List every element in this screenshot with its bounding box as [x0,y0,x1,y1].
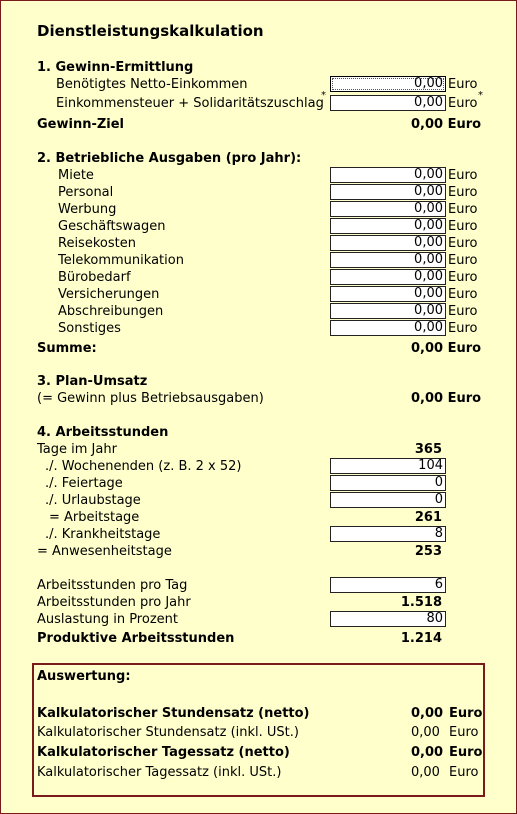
expense-input[interactable]: 0,00 [330,320,446,336]
tage-im-jahr-label: Tage im Jahr [37,442,117,457]
currency-unit: Euro [449,706,483,721]
expense-label: Reisekosten [58,236,136,251]
umsatz-sub-label: (= Gewinn plus Betriebsausgaben) [37,391,264,406]
expense-input[interactable]: 0,00 [330,201,446,217]
stunden-pro-jahr-label: Arbeitsstunden pro Jahr [37,595,191,610]
currency-unit: Euro [449,745,483,760]
currency-unit: Euro [448,287,478,302]
stunden-pro-jahr-value: 1.518 [400,595,442,610]
expense-label: Telekommunikation [58,253,184,268]
expense-label: Sonstiges [58,321,121,336]
currency-unit: Euro [449,725,479,740]
anwesenheitstage-value: 253 [414,544,442,559]
expense-input[interactable]: 0,00 [330,218,446,234]
currency-unit: Euro [448,185,478,200]
expense-input[interactable]: 0,00 [330,252,446,268]
expense-input[interactable]: 0,00 [330,286,446,302]
auswertung-heading: Auswertung: [37,669,131,684]
auswertung-value: 0,00 [411,745,444,760]
gewinn-ziel-value: 0,00 Euro [411,117,482,132]
krankheitstage-input[interactable]: 8 [330,526,446,542]
gewinn-ziel-label: Gewinn-Ziel [37,117,125,132]
expense-input[interactable]: 0,00 [330,184,446,200]
auswertung-value: 0,00 [411,765,440,780]
currency-unit: Euro [448,96,478,111]
expense-label: Bürobedarf [58,270,131,285]
auswertung-label: Kalkulatorischer Stundensatz (netto) [37,706,310,721]
currency-unit: Euro [448,304,478,319]
netto-einkommen-input[interactable]: 0,00 [330,76,446,92]
section-gewinn-heading: 1. Gewinn-Ermittlung [37,60,194,75]
section-arbeitsstunden-heading: 4. Arbeitsstunden [37,425,169,440]
summe-label: Summe: [37,341,97,356]
expense-input[interactable]: 0,00 [330,269,446,285]
krankheitstage-label: ./. Krankheitstage [45,527,161,542]
arbeitstage-label: = Arbeitstage [49,510,140,525]
section-umsatz-heading: 3. Plan-Umsatz [37,374,148,389]
urlaubstage-input[interactable]: 0 [330,492,446,508]
stunden-pro-tag-input[interactable]: 6 [330,577,446,593]
expense-label: Werbung [58,202,117,217]
currency-unit: Euro [448,321,478,336]
feiertage-label: ./. Feiertage [45,476,123,491]
plan-umsatz-value: 0,00 Euro [411,391,482,406]
expense-label: Geschäftswagen [58,219,166,234]
currency-unit: Euro [448,168,478,183]
footnote-star: * [478,90,483,101]
expense-label: Miete [58,168,94,183]
section-ausgaben-heading: 2. Betriebliche Ausgaben (pro Jahr): [37,151,302,166]
einkommensteuer-input[interactable]: 0,00 [330,95,446,111]
wochenenden-label: ./. Wochenenden (z. B. 2 x 52) [45,459,242,474]
currency-unit: Euro [448,236,478,251]
auslastung-input[interactable]: 80 [330,611,446,627]
wochenenden-input[interactable]: 104 [330,458,446,474]
expense-input[interactable]: 0,00 [330,167,446,183]
netto-einkommen-label: Benötigtes Netto-Einkommen [56,77,248,92]
produktive-stunden-value: 1.214 [400,631,442,646]
anwesenheitstage-label: = Anwesenheitstage [37,544,172,559]
einkommensteuer-label: Einkommensteuer + Solidaritätszuschlag [56,96,324,111]
feiertage-input[interactable]: 0 [330,475,446,491]
produktive-stunden-label: Produktive Arbeitsstunden [37,631,235,646]
auswertung-label: Kalkulatorischer Stundensatz (inkl. USt.) [37,725,299,740]
auslastung-label: Auslastung in Prozent [37,612,178,627]
currency-unit: Euro [449,765,479,780]
auswertung-label: Kalkulatorischer Tagessatz (netto) [37,745,290,760]
currency-unit: Euro [448,253,478,268]
auswertung-value: 0,00 [411,725,440,740]
currency-unit: Euro [448,270,478,285]
expense-label: Personal [58,185,114,200]
currency-unit: Euro [448,202,478,217]
arbeitstage-value: 261 [414,510,442,525]
urlaubstage-label: ./. Urlaubstage [45,493,141,508]
auswertung-label: Kalkulatorischer Tagessatz (inkl. USt.) [37,765,282,780]
auswertung-value: 0,00 [411,706,444,721]
summe-value: 0,00 Euro [411,341,482,356]
expense-input[interactable]: 0,00 [330,235,446,251]
expense-label: Versicherungen [58,287,160,302]
footnote-star: * [321,90,326,101]
expense-label: Abschreibungen [58,304,164,319]
page-title: Dienstleistungskalkulation [37,22,264,40]
currency-unit: Euro [448,77,478,92]
stunden-pro-tag-label: Arbeitsstunden pro Tag [37,578,188,593]
expense-input[interactable]: 0,00 [330,303,446,319]
tage-im-jahr-value: 365 [414,442,442,457]
currency-unit: Euro [448,219,478,234]
